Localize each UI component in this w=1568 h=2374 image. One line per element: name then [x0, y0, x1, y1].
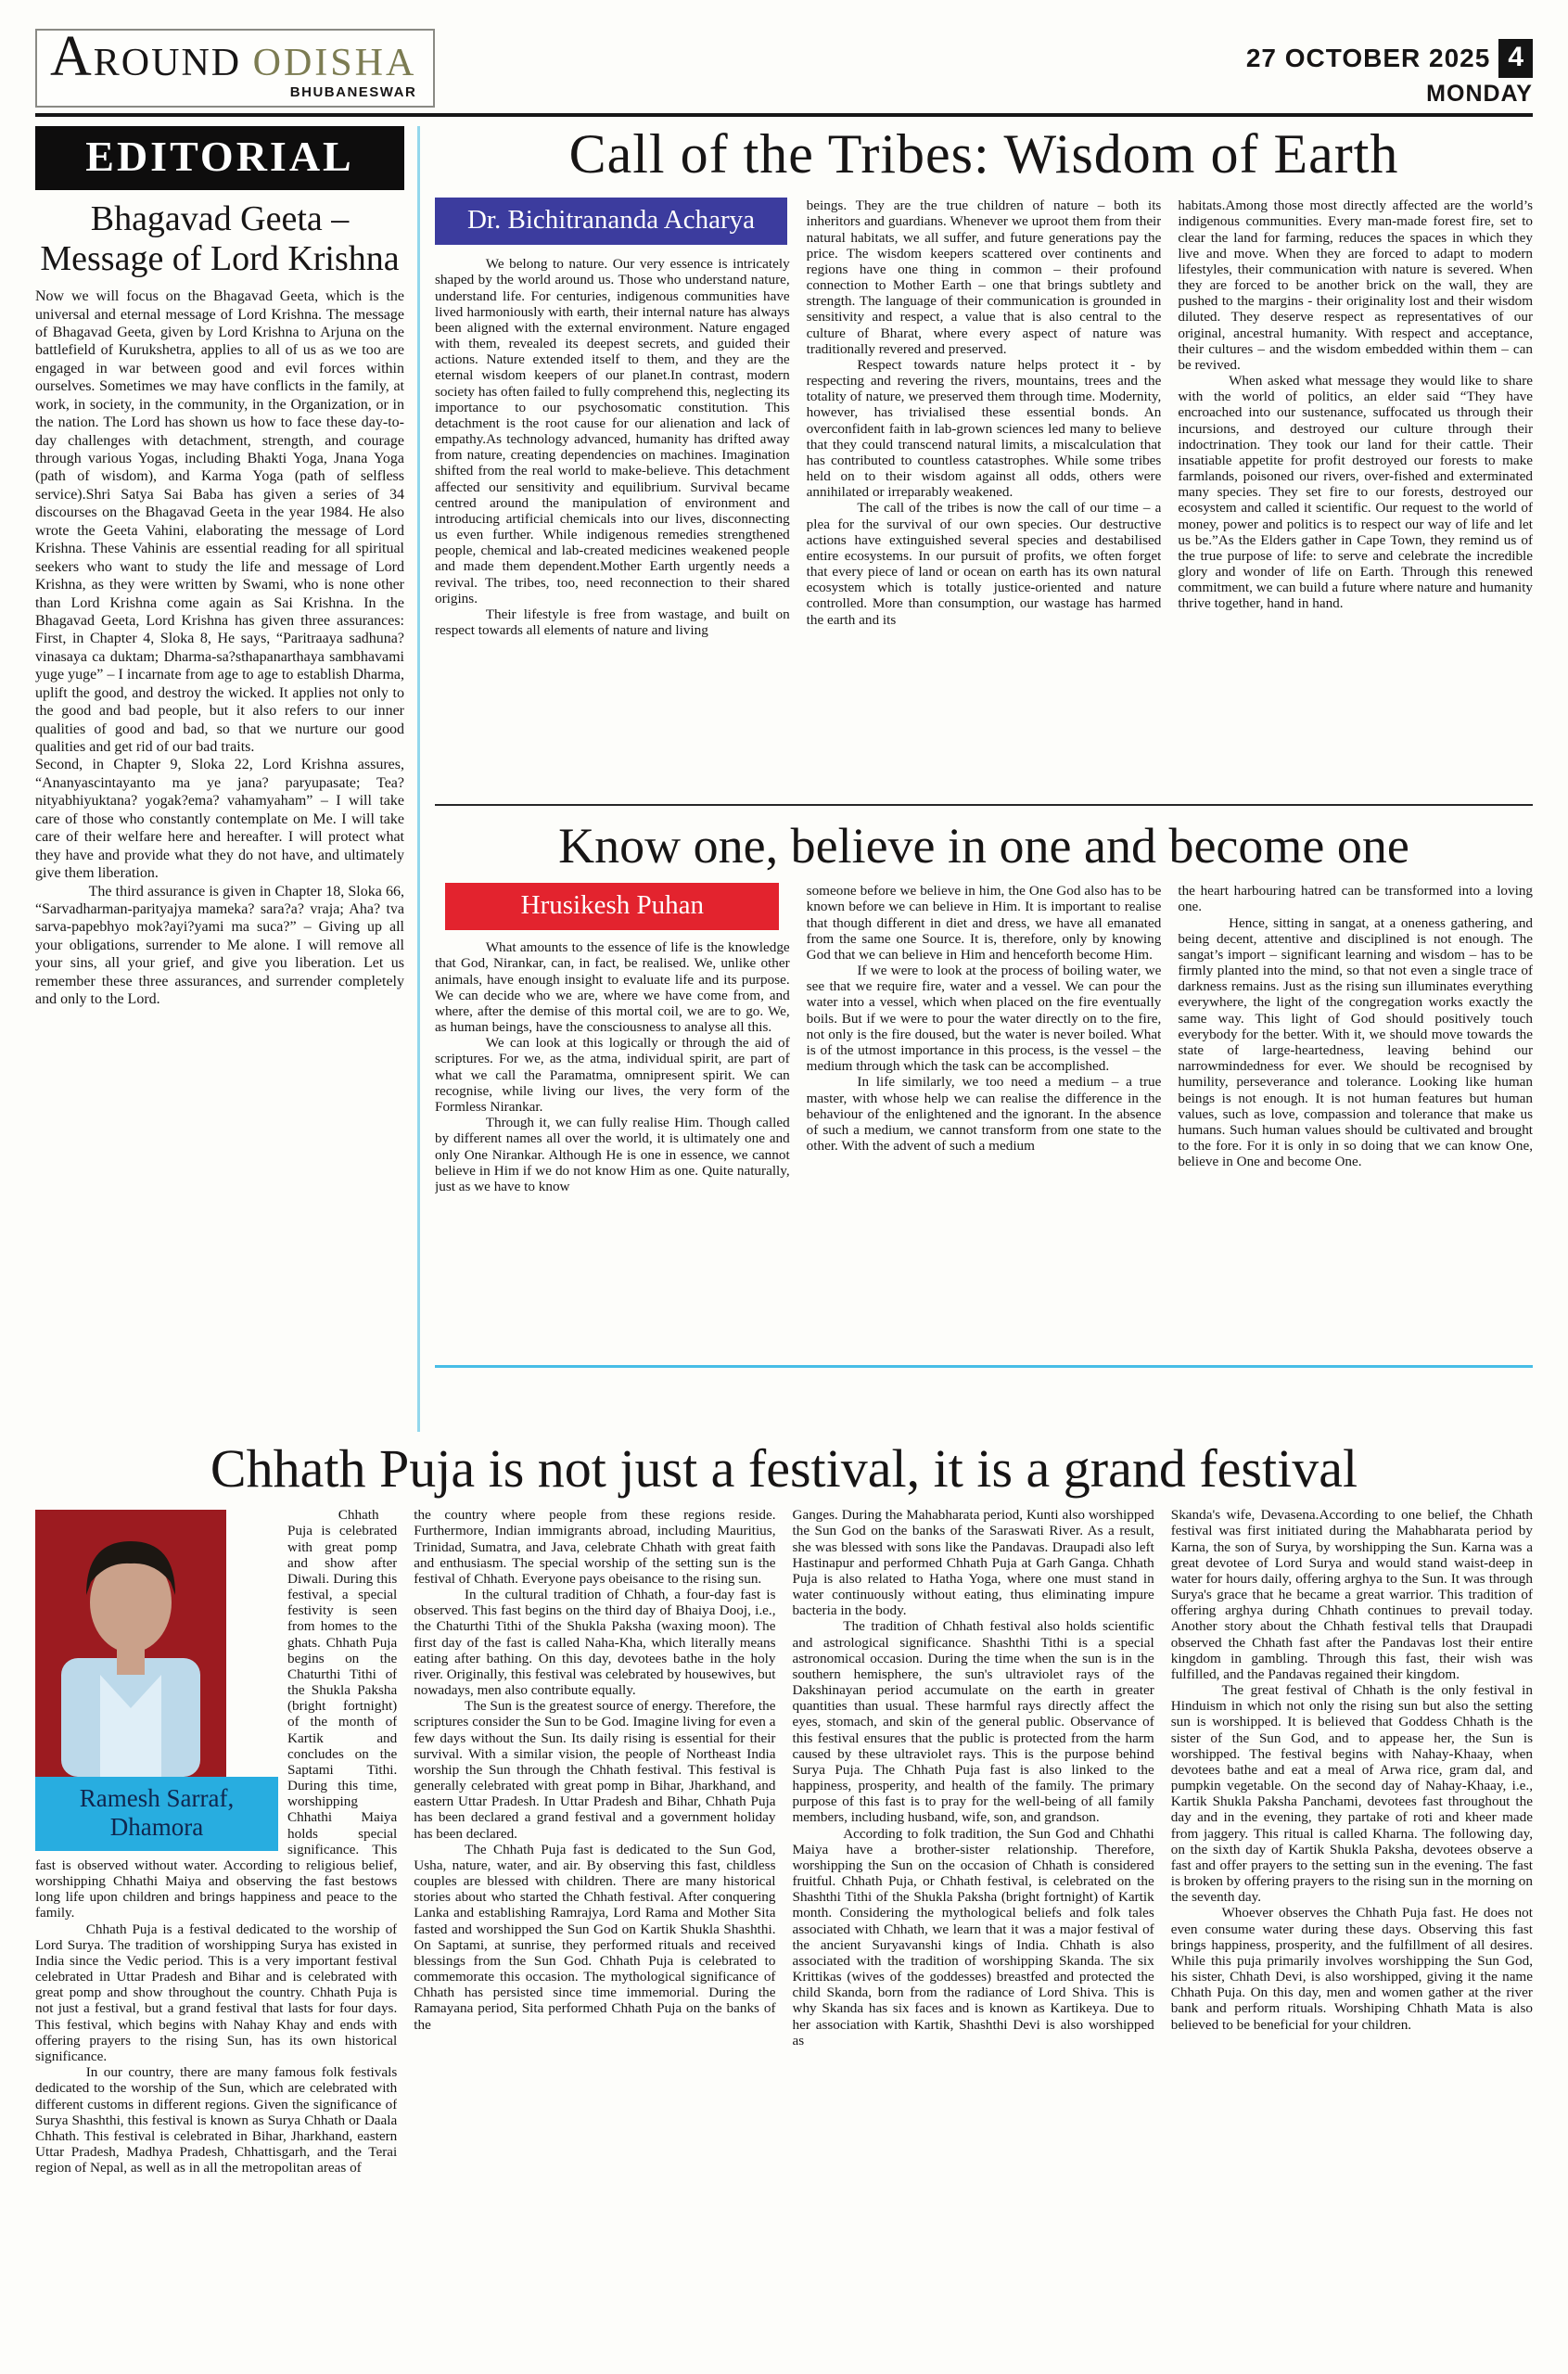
- tribes-headline: Call of the Tribes: Wisdom of Earth: [568, 126, 1399, 185]
- article-paragraph: Their lifestyle is free from wastage, and built on respect towards all elements of nature and living: [435, 606, 790, 639]
- chhath-column-2: [414, 1507, 775, 2353]
- article-paragraph: Through it, we can fully realise Him. Though called by different names all over the world, it is ultimately one and only One Nirankar. Although He is one in essence, we cannot believe in Him if we do not know Him as one. Quite naturally, just as we have to know: [435, 1115, 790, 1194]
- masthead: [35, 11, 1533, 108]
- chhath-column-3: [793, 1507, 1154, 2353]
- section-divider-cyan: [435, 1365, 1533, 1368]
- article-paragraph: the heart harbouring hatred can be transformed into a loving one.: [1178, 883, 1533, 915]
- article-paragraph: What amounts to the essence of life is the knowledge that God, Nirankar, can, in fact, be realised. We, unlike other animals, have enough insight to evaluate life and its purpose. We can decide who we are, where we have come from, and where, after the demise of this mortal coil, we are to go. We, as human beings, have the consciousness to analyse all this.: [435, 939, 790, 1036]
- chhath-article: [35, 1439, 1533, 2367]
- know-column-3: [1178, 883, 1533, 1354]
- article-paragraph: The Sun is the greatest source of energy. Therefore, the scriptures consider the Sun to be God. Imagine living for even a few days without the Sun. Its daily rising is essential for their survival. With a similar vision, the people of Northeast India worship the Sun through the Chhath festival. This festival is generally celebrated with great pomp in Bihar, Jharkhand, and eastern Uttar Pradesh. In Uttar Pradesh and Bihar, Chhath Puja has been declared a grand festival and a government holiday has been declared.: [414, 1698, 776, 1842]
- article-paragraph: someone before we believe in him, the One God also has to be known before we can believe in Him. It is important to realise that though different in diet and dress, we have all emanated from the same one Source. It is, therefore, only by knowing God that we can believe in Him and henceforth become Him.: [806, 883, 1162, 963]
- article-paragraph: We can look at this logically or through the aid of scriptures. For we, as the atma, individual spirit, are part of what we call the Paramatma, omnipresent spirit. We can recognise, while living our lives, the very form of the Formless Nirankar.: [435, 1035, 790, 1115]
- article-paragraph: Ganges. During the Mahabharata period, Kunti also worshipped the Sun God on the banks of the Saraswati River. As a result, she was blessed with sons like the Pandavas. Draupadi also left Hastinapur and performed Chhath Puja at Garh Ganga. Chhath Puja is also related to Hatha Yoga, where one must stand in water continuously without eating, thus eliminating impure bacteria in the body.: [792, 1507, 1154, 1619]
- editorial-body: [35, 287, 404, 1009]
- date-block: [1246, 39, 1533, 108]
- chhath-column-1: [35, 1507, 397, 2353]
- article-paragraph: In the cultural tradition of Chhath, a four-day fast is observed. This fast begins on the third day of Bhaiya Dooj, i.e., the Chaturthi Tithi of the Shukla Paksha (waxing moon). The first day of the fast is called Naha-Kha, which literally means eating after bathing. On this day, devotees bathe in the holy river. Originally, this festival was celebrated by housewives, but nowadays, men also contribute equally.: [414, 1587, 776, 1699]
- article-paragraph: beings. They are the true children of nature – both its inheritors and guardians. Whenever we uproot them from their natural habitats, we all suffer, and future generations pay the price. The wisdom keepers scattered over continents and regions have one thing in common – their profound connection to Mother Earth – one that brings subtlety and strength. The language of their communication is grounded in sensitivity and respect, a value that is also central to the culture of Bharat, where every aspect of nature was traditionally revered and preserved.: [806, 198, 1162, 357]
- top-section: [35, 126, 1533, 1432]
- issue-date: 27 OCTOBER 2025: [1245, 44, 1491, 72]
- tribes-article: [435, 126, 1533, 793]
- tribes-author-box: Dr. Bichitrananda Acharya: [435, 198, 787, 245]
- article-paragraph: The great festival of Chhath is the only festival in Hinduism in which not only the rising sun but also the setting sun is worshipped. It is believed that Goddess Chhath is the sister of the Sun God, and to appease her, the Sun is worshipped. The festival begins with Nahay-Khaay, when devotees bathe and eat a meal of Arwa rice, gram dal, and pumpkin vegetable. On the second day of Nahay-Khaay, i.e., Kartik Shukla Paksha Panchami, devotees fast throughout the day and in the evening, they partake of roti and kheer made from jaggery. This ritual is called Kharna. The following day, on the sixth day of Kartik Shukla Paksha, devotees observe a fast and offer prayers to the setting sun in the evening. The fast is broken by offering prayers to the rising sun in the morning on the seventh day.: [1170, 1682, 1533, 1906]
- article-paragraph: We belong to nature. Our very essence is intricately shaped by the world around us. Those who understand nature, understand life. For centuries, indigenous communities have lived harmoniously with earth, their internal nature has always been aligned with the external environment. Nature engaged with them, revealed its deepest secrets, and guided their actions. Nature extended itself to them, and they are the eternal wisdom keepers of our planet.In contrast, modern society has often failed to fully comprehend this, neglecting its importance to our psychosomatic constitution. This detachment is the root cause for our alienation and lack of empathy.As technology advanced, humanity has drifted away from nature, creating dependencies on machines. Imagination shifted from the real world to make-believe. This detachment affected our sensitivity and equilibrium. Survival became centred around the manipulation of environment and introducing artificial chemicals into our lives, disconnecting us even further. While indigenous remedies strengthened people, chemical and lab-created medicines weakened people and made them dependent.Mother Earth urgently needs a revival. The tribes, too, need reconnection to their shared origins.: [435, 256, 790, 606]
- editorial-column: [35, 126, 420, 1432]
- main-column-area: [420, 126, 1533, 1432]
- logo-wordmark: [50, 25, 417, 88]
- editorial-kicker: EDITORIAL: [35, 126, 404, 190]
- article-paragraph: Skanda's wife, Devasena.According to one belief, the Chhath festival was first initiated during the Mahabharata period by Karna, the son of Surya, by worshipping the Sun. Karna was a great devotee of Lord Surya and would stand waist-deep in water for hours daily, offering arghya to the Sun. It was through Surya's grace that he became a great warrior. This tradition of offering arghya during Chhath continues to prevail today. Another story about the Chhath festival tells that Draupadi observed the Chhath fast after the Pandavas lost their entire kingdom in gambling. Through this fast, their wish was fulfilled, and the Pandavas regained their kingdom.: [1170, 1507, 1533, 1682]
- article-paragraph: habitats.Among those most directly affected are the world’s indigenous communities. Every man-made forest fire, set to clear the land for farming, reduces the spaces in which they live and move. When they are forced to adapt to modern lifestyles, their communication with nature is severed. When they are forced to be another brick on the wall, they are pushed to the margins - their originality lost and their wisdom diluted. They deserve respect as representatives of our original, ancestral humanity. With respect and acceptance, their cultures – and the wisdom embedded within them – can be revived.: [1178, 198, 1533, 373]
- editorial-title: Bhagavad Geeta – Message of Lord Krishna: [40, 199, 400, 278]
- article-paragraph: According to folk tradition, the Sun God and Chhathi Maiya have a brother-sister relationship. Therefore, worshipping the Sun on the occasion of Chhath is considered fruitful. Chhath Puja, or Chhath festival, is celebrated on the Shashthi Tithi of the Shukla Paksha (bright fortnight) of Kartik month. Considering the mythological beliefs and folk tales associated with Chhath, we learn that it was a major festival of the ancient Suryavanshi kings of India. Chhath is also associated with the tradition of worshipping Skanda. The six Krittikas (wives of the goddesses) breastfed and protected the child Skanda, born from the radiance of Lord Shiva. This is why Skanda has six faces and is known as Kartikeya. Due to her association with Kartik, Shashthi Devi is also worshipped as: [792, 1825, 1154, 2049]
- article-paragraph: When asked what message they would like to share with the world of politics, an elder said “They have encroached into our sustenance, suffocated us through their incursions, and destroyed our culture through their indoctrination. They took our land for their cattle. Their insatiable appetite for profit destroyed our forests to make farmlands, poisoned our rivers, over-fished and exterminated many species. They set fire to our forests, destroyed our ecosystem and called it scientific. Our request to the world of money, power and politics is to respect our way of life and let us be.”As the Elders gather in Cape Town, they remind us of the true purpose of life: to serve and celebrate the incredible glory and wonder of life on Earth. Through this renewed commitment, we can build a future where nature and humanity thrive together, hand in hand.: [1178, 373, 1533, 612]
- article-paragraph: Chhath Puja is a festival dedicated to the worship of Lord Surya. The tradition of worshipping Surya has existed in India since the Vedic period. This is a very important festival celebrated in Uttar Pradesh and Bihar and is celebrated with great pomp and show throughout the country. Chhath Puja is not just a festival, but a grand festival that lasts for four days. This festival, which begins with Nahay Khay and ends with offering prayers to the rising Sun, has its own historical significance.: [35, 1921, 398, 2064]
- article-paragraph: The third assurance is given in Chapter 18, Sloka 66, “Sarvadharman-parityajya mameka? sara?a? vraja; Aha? tva sarva-papebhyo mok?ayi?yami ma suca?” – Giving up all your obligations, surrender to Me alone. I will remove all your sins, all your grief, and give you liberation. Let us remember these three assurances, and surrender completely and only to the Lord.: [35, 883, 404, 1008]
- article-paragraph: Respect towards nature helps protect it - by respecting and revering the rivers, mountains, trees and the totality of nature, we preserved them through time. Modernity, however, has trivialised these essential bonds. An overconfident faith in lab-grown sciences led many to believe that they could transcend natural limits, a miscalculation that has contributed to countless catastrophes. While some tribes held on to their wisdom against all odds, others were annihilated or irreparably weakened.: [806, 356, 1162, 501]
- know-article: [435, 813, 1533, 1354]
- know-author-box: Hrusikesh Puhan: [445, 883, 779, 930]
- know-column-1: [435, 883, 790, 1354]
- article-paragraph: The tradition of Chhath festival also holds scientific and astrological significance. Shashthi Tithi is a special astronomical occasion. During the time when the sun is in the southern hemisphere, the sun's ultraviolet rays of the Dakshinayan period accumulate on the earth in greater quantities than usual. These harmful rays directly affect the eyes, stomach, and skin of the general public. Observance of this festival ensures that the public is protected from the harm caused by these ultraviolet rays. This is the purpose behind Surya Puja. The Chhath Puja fast is also linked to the happiness, prosperity, and health of the family. The primary purpose of this fast is to pray for the well-being of all family members, including husband, wife, son, and grandson.: [792, 1618, 1154, 1826]
- chhath-column-4: [1171, 1507, 1533, 2353]
- author-photo: [35, 1510, 226, 1777]
- know-column-2: [807, 883, 1162, 1354]
- article-paragraph: Hence, sitting in sangat, at a oneness gathering, and being decent, attentive and disciplined is not enough. The sangat’s import – significant learning and wisdom – has to be firmly planted into the mind, so that not even a single trace of darkness remains. Just as the rising sun illuminates everything everywhere, the light of the congregation works exactly the same way. This light of God should positively touch everybody for the better. With it, we should move towards the state of large-heartedness, leaving behind our narrowmindedness for ever. We should be recognised by humility, perseverance and tolerance. Looking like human beings is not enough. It is not human features but human values, such as love, compassion and tolerance that make us humans. Such human values should be cultivated and brought to the fore. For it is only in so doing that we can know One, believe in One and become One.: [1178, 914, 1533, 1170]
- article-paragraph: In life similarly, we too need a medium – a true master, with whose help we can realise the difference in the behaviour of the enlightened and the ignorant. In the absence of such a medium, we cannot transform from one state to the other. With the advent of such a medium: [806, 1074, 1162, 1155]
- article-paragraph: Chhath Puja is celebrated with great pomp and show after Diwali. During this festival, a special festivity is seen from homes to the ghats. Chhath Puja begins on the Chaturthi Tithi of the Shukla Paksha (bright fortnight) of the month of Kartik and concludes on the Saptami Tithi. During this time, worshipping Chhathi Maiya holds special significance. This fast is observed without water. According to religious belief, worshipping Chhathi Maiya and observing the fast bestows long life upon children and brings happiness and peace to the family.: [35, 1507, 398, 1921]
- page-number-badge: 4: [1498, 39, 1533, 78]
- newspaper-logo: [35, 25, 435, 108]
- article-paragraph: If we were to look at the process of boiling water, we see that we require fire, water and a vessel. We can pour the water into a vessel, which when placed on the fire eventually boils. But if we were to pour the water directly on to the fire, not only is the fire doused, but the water is never boiled. What is of the utmost importance in this process, is the vessel – the medium through which the task can be accomplished.: [806, 963, 1162, 1075]
- article-paragraph: In our country, there are many famous folk festivals dedicated to the worship of the Sun, which are celebrated with different customs in different regions. Given the significance of Surya Shashthi, this festival is known as Surya Chhath or Daala Chhath. This festival is celebrated in Bihar, Jharkhand, eastern Uttar Pradesh, Madhya Pradesh, Chhattisgarh, and the Terai region of Nepal, as well as in all the metropolitan areas of: [35, 2064, 398, 2176]
- article-paragraph: The call of the tribes is now the call of our time – a plea for the survival of our own species. Our destructive actions have extinguished several species and destabilised entire ecosystems. In our pursuit of profits, we often forget that every piece of land or ocean on earth has its own natural ecosystem which is totally justice-oriented and nature controlled. More than consumption, our wastage has harmed the earth and its: [806, 500, 1162, 628]
- logo-initial: A: [50, 25, 94, 88]
- logo-main-text: ROUND: [93, 42, 242, 84]
- know-columns: [435, 883, 1533, 1354]
- issue-day: MONDAY: [1426, 81, 1533, 107]
- chhath-headline: Chhath Puja is not just a festival, it is a grand festival: [210, 1439, 1358, 1499]
- tribes-column-3: [1178, 198, 1533, 793]
- photo-caption: Ramesh Sarraf, Dhamora: [35, 1777, 278, 1851]
- know-headline: Know one, believe in one and become one: [558, 818, 1409, 874]
- logo-accent-text: ODISHA: [252, 42, 417, 84]
- article-paragraph: Second, in Chapter 9, Sloka 22, Lord Krishna assures, “Ananyascintayanto ma ye jana? paryupasate; Tea? nityabhiyuktana? yogak?ema? vahamyaham” – I will take care of those who constantly contemplate on Me. I will take care of their welfare here and hereafter. I will protect what they have and provide what they do not have, and ultimately give them liberation.: [35, 757, 404, 882]
- chhath-columns: [35, 1507, 1533, 2353]
- article-paragraph: Whoever observes the Chhath Puja fast. He does not even consume water during these days. Observing this fast brings happiness, prosperity, and the fulfillment of all desires. While this puja primarily involves worshipping the Sun God, his sister, Chhath Devi, is also worshipped, giving it the name Chhath Puja. On this day, men and women gather at the river bank and perform rituals. Worshiping Chhath Mata is also believed to be beneficial for your children.: [1170, 1905, 1533, 2033]
- tribes-column-1: [435, 198, 790, 793]
- logo-city-label: BHUBANESWAR: [289, 84, 417, 100]
- article-paragraph: the country where people from these regions reside. Furthermore, Indian immigrants abroad, including Mauritius, Trinidad, Sumatra, and Java, celebrate Chhath with great faith and enthusiasm. The special worship of the setting sun is the festival of Chhath. Everyone pays obeisance to the rising sun.: [414, 1507, 776, 1587]
- author-photo-block: [35, 1510, 278, 1851]
- article-paragraph: Now we will focus on the Bhagavad Geeta, which is the universal and eternal message of Lord Krishna. The message of Bhagavad Geeta, given by Lord Krishna to Arjuna on the battlefield of Kurukshetra, applies to all of us as we too are engaged in war between good and evil forces within ourselves. Sometimes we may have conflicts in the family, at work, in society, in the community, in the Organization, or in the nation. The Lord has shown us how to face these day-to-day challenges with detachment, strength, and courage through various Yogas, including Bhakti Yoga, Jnana Yoga (path of wisdom), and Karma Yoga (path of selfless service).Shri Satya Sai Baba has given a series of 34 discourses on the Bhagavad Geeta in the year 1984. He also wrote the Geeta Vahini, elaborating the message of Lord Krishna. These Vahinis are essential reading for all spiritual seekers who want to study the life and message of Lord Krishna, as they were written by Swami, who is none other than Lord Krishna come again as Sai Krishna. In the Bhagavad Geeta, Lord Krishna has given three assurances: First, in Chapter 4, Sloka 8, He says, “Paritraaya sadhuna? vinasaya ca duktam; Dharma-sa?sthapanarthaya sambhavami yuge yuge” – I incarnate from age to age to establish Dharma, uplift the good, and destroy the wicked. It applies not only to the good and bad people, but it also refers to our inner qualities of good and bad, so that we nurture our good qualities and get rid of our bad traits.: [35, 288, 404, 756]
- tribes-columns: [435, 198, 1533, 793]
- section-divider: [435, 804, 1533, 806]
- masthead-divider: [35, 113, 1533, 117]
- tribes-column-2: [807, 198, 1162, 793]
- article-paragraph: The Chhath Puja fast is dedicated to the Sun God, Usha, nature, water, and air. By observing this fast, childless couples are blessed with children. There are many historical stories about who started the Chhath festival. After conquering Lanka and establishing Ramrajya, Lord Rama and Mother Sita fasted and worshipped the Sun God on Kartik Shukla Shashthi. On Saptami, at sunrise, they performed rituals and received blessings from the Sun God. Chhath Puja is celebrated to commemorate this occasion. The mythological significance of Chhath has persisted since time immemorial. During the Ramayana period, Sita performed Chhath Puja on the banks of the: [414, 1841, 776, 2033]
